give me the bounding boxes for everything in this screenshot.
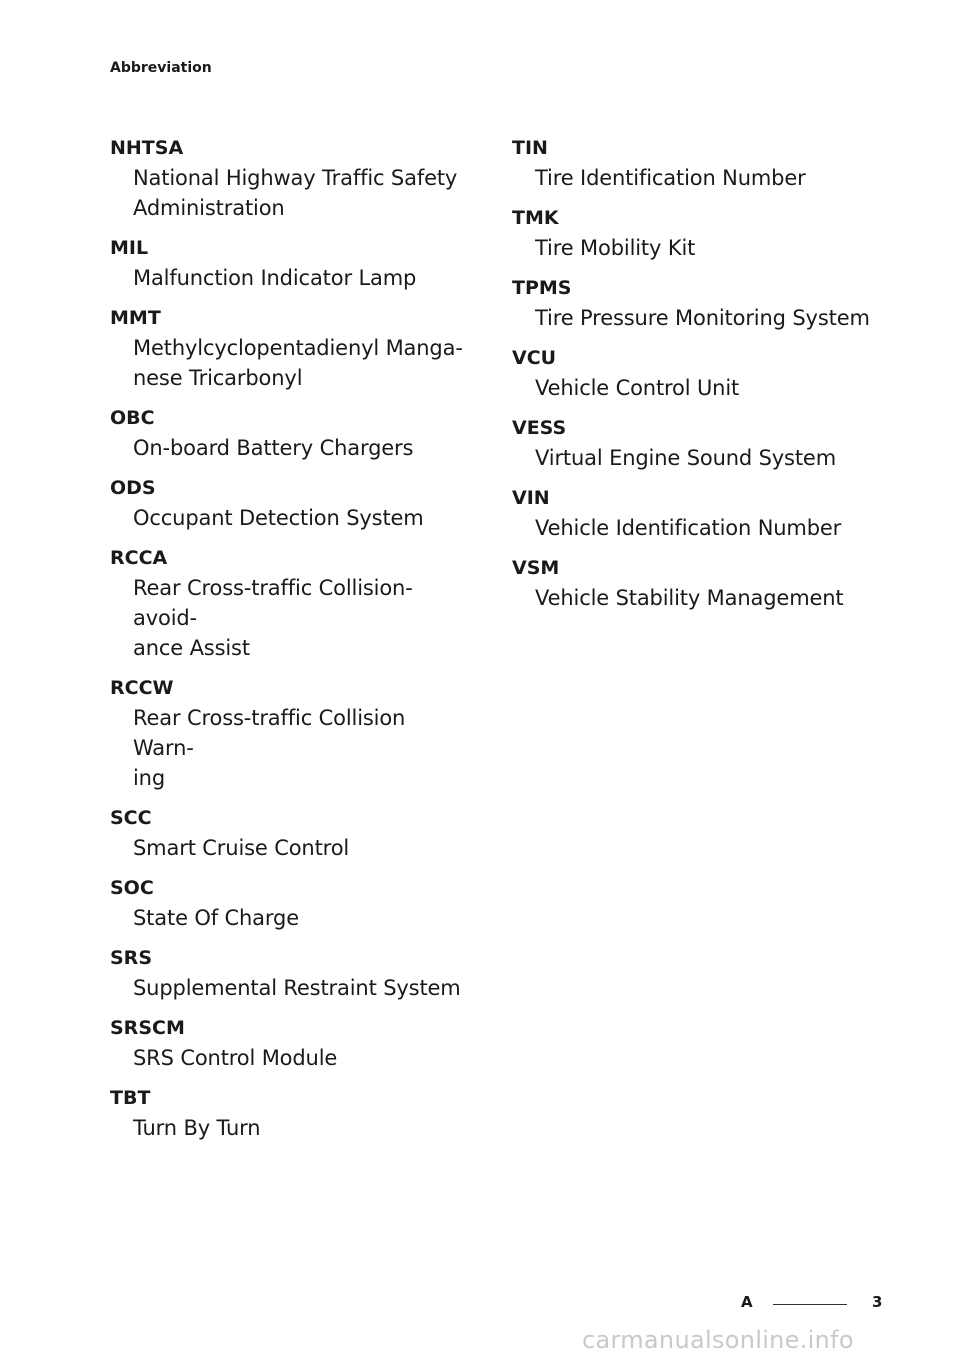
abbreviation-entry	[110, 673, 470, 793]
abbreviation-term: TIN	[512, 137, 548, 159]
abbreviation-definition: Occupant Detection System	[133, 506, 424, 530]
abbreviation-definition: Tire Identification Number	[535, 166, 806, 190]
abbreviation-entry	[512, 343, 882, 403]
abbreviation-entry	[110, 803, 470, 863]
abbreviation-definition: National Highway Traffic Safety Administration	[133, 166, 458, 220]
abbreviation-entry	[110, 1083, 470, 1143]
abbreviation-definition: Tire Pressure Monitoring System	[535, 306, 870, 330]
abbreviation-entry	[512, 133, 882, 193]
abbreviation-term: TBT	[110, 1087, 151, 1109]
abbreviation-term: RCCA	[110, 547, 168, 569]
section-header: Abbreviation	[110, 60, 212, 76]
abbreviation-term: SCC	[110, 807, 152, 829]
abbreviation-definition: Turn By Turn	[133, 1116, 261, 1140]
abbreviation-term: VESS	[512, 417, 567, 439]
abbreviation-entry	[512, 553, 882, 613]
abbreviation-entry	[110, 1013, 470, 1073]
abbreviation-term: SRS	[110, 947, 152, 969]
abbreviation-definition: Vehicle Identification Number	[535, 516, 842, 540]
abbreviation-entry	[110, 403, 470, 463]
footer-section-letter: A	[741, 1293, 753, 1311]
abbreviation-definition: Supplemental Restraint System	[133, 976, 461, 1000]
abbreviation-column-right	[512, 133, 882, 623]
abbreviation-definition: SRS Control Module	[133, 1046, 338, 1070]
abbreviation-term: OBC	[110, 407, 155, 429]
abbreviation-term: ODS	[110, 477, 156, 499]
footer-divider	[773, 1304, 847, 1305]
watermark: carmanualsonline.info	[582, 1326, 854, 1354]
abbreviation-term: SRSCM	[110, 1017, 185, 1039]
abbreviation-term: MIL	[110, 237, 149, 259]
footer-page-number: 3	[872, 1293, 883, 1311]
abbreviation-definition: Rear Cross-traffic Collision Warn- ing	[133, 706, 406, 790]
abbreviation-definition: Malfunction Indicator Lamp	[133, 266, 417, 290]
abbreviation-definition: Vehicle Control Unit	[535, 376, 740, 400]
abbreviation-term: TMK	[512, 207, 559, 229]
abbreviation-column-left	[110, 133, 470, 1153]
abbreviation-entry	[110, 473, 470, 533]
abbreviation-entry	[512, 203, 882, 263]
abbreviation-term: RCCW	[110, 677, 174, 699]
abbreviation-entry	[110, 233, 470, 293]
abbreviation-entry	[110, 873, 470, 933]
abbreviation-term: NHTSA	[110, 137, 184, 159]
abbreviation-term: VCU	[512, 347, 557, 369]
abbreviation-definition: Smart Cruise Control	[133, 836, 350, 860]
abbreviation-definition: Virtual Engine Sound System	[535, 446, 837, 470]
abbreviation-entry	[512, 483, 882, 543]
abbreviation-term: VIN	[512, 487, 550, 509]
abbreviation-definition: State Of Charge	[133, 906, 299, 930]
abbreviation-definition: Tire Mobility Kit	[535, 236, 696, 260]
abbreviation-term: VSM	[512, 557, 560, 579]
abbreviation-entry	[512, 273, 882, 333]
abbreviation-entry	[110, 543, 470, 663]
abbreviation-definition: On-board Battery Chargers	[133, 436, 414, 460]
abbreviation-entry	[110, 303, 470, 393]
abbreviation-entry	[110, 133, 470, 223]
abbreviation-entry	[512, 413, 882, 473]
abbreviation-definition: Rear Cross-traffic Collision-avoid- ance Assist	[133, 576, 413, 660]
abbreviation-entry	[110, 943, 470, 1003]
abbreviation-term: SOC	[110, 877, 154, 899]
abbreviation-definition: Vehicle Stability Management	[535, 586, 844, 610]
abbreviation-term: MMT	[110, 307, 161, 329]
abbreviation-definition: Methylcyclopentadienyl Manga- nese Tricarbonyl	[133, 336, 463, 390]
abbreviation-term: TPMS	[512, 277, 572, 299]
